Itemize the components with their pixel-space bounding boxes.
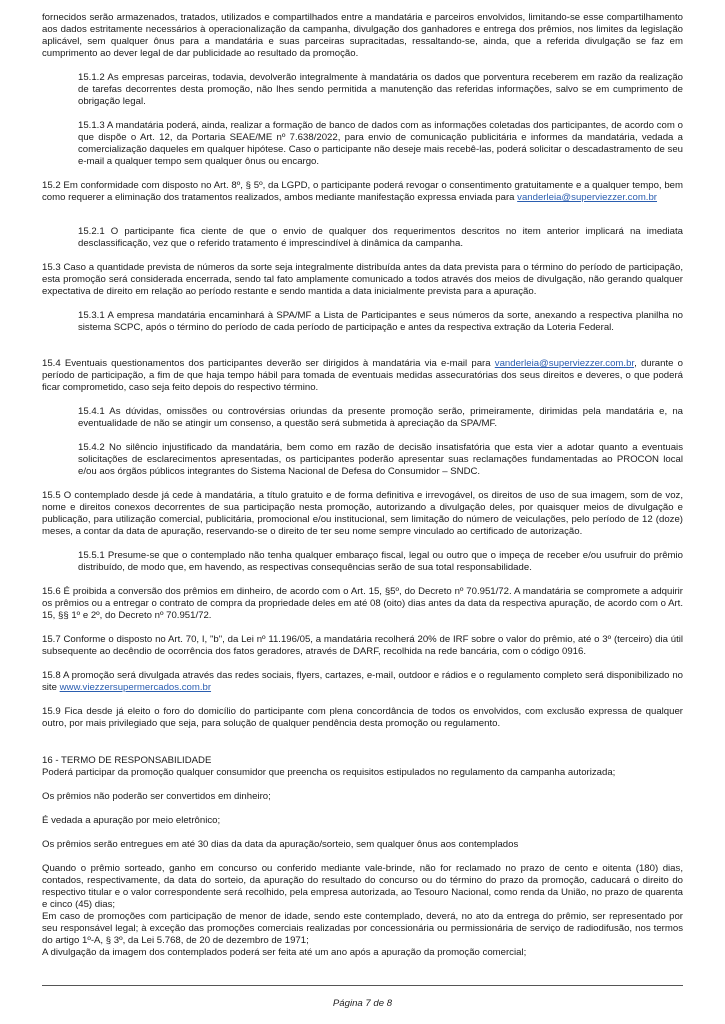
paragraph-15-2-1: 15.2.1 O participante fica ciente de que o envio de qualquer dos requerimentos descritos no item anterior implicará na imediata desclassificação, vez que o referido tratamento é imprescindível à dinâmica da campanha. [78, 226, 683, 249]
paragraph-15-5-1: 15.5.1 Presume-se que o contemplado não tenha qualquer embaraço fiscal, legal ou outro que o impeça de receber e/ou usufruir do prêmio distribuído, de modo que, em havendo, as respectivas consequências serão de sua total responsabilidade. [78, 550, 683, 573]
paragraph-15-4-1: 15.4.1 As dúvidas, omissões ou controvérsias oriundas da presente promoção serão, primeiramente, dirimidas pela mandatária e, na eventualidade de não se atingir um consenso, a questão será submetida à apreciação da SPA/MF. [78, 406, 683, 429]
term-item: Os prêmios serão entregues em até 30 dias da data da apuração/sorteio, sem qualquer ônus aos contemplados [42, 839, 519, 850]
paragraph-15-6: 15.6 É proibida a conversão dos prêmios em dinheiro, de acordo com o Art. 15, §5º, do Decreto nº 70.951/72. A mandatária se compromete a adquirir os prêmios ou a entregar o contrato de compra da propriedade deles em até 08 (oito) dias antes da data da respectiva apuração, de acordo com o Art. 15, §§ 1º e 2º, do Decreto nº 70.951/72. [42, 586, 683, 621]
paragraph-data-sharing: fornecidos serão armazenados, tratados, utilizados e compartilhados entre a mandatária e parceiros envolvidos, limitando-se esse compartilhamento aos dados estritamente necessários à operacionalização da campanha, divulgação dos ganhadores e entrega dos prêmios, nos limites da legislação aplicável, sem qualquer ônus para a mandatária e suas parceiras supracitadas, ressaltando-se, ainda, que a referida divulgação se faz em cumprimento ao dever legal de dar publicidade ao resultado da promoção. [42, 12, 683, 59]
paragraph-15-7: 15.7 Conforme o disposto no Art. 70, I, "b", da Lei nº 11.196/05, a mandatária recolherá 20% de IRF sobre o valor do prêmio, até o 3º (terceiro) dia útil subsequente ao decêndio de ocorrência dos fatos geradores, através de DARF, recolhida na rede bancária, com o código 0916. [42, 634, 683, 657]
paragraph-15-3: 15.3 Caso a quantidade prevista de números da sorte seja integralmente distribuída antes da data prevista para o término do período de participação, esta promoção será considerada encerrada, sendo tal fato amplamente comunicado a todos através dos meios de divulgação, não gerando qualquer expectativa de direito em relação ao período restante e sendo mantida a data inicialmente prevista para a apuração. [42, 262, 683, 297]
paragraph-15-4-rest: , durante o período de participação, a fim de que haja tempo hábil para tomada de eventuais medidas assecuratórias dos seus direitos e deveres, o que poderá ficar comprometido, caso seja feito depois do respectivo término. [42, 358, 683, 393]
term-item: Quando o prêmio sorteado, ganho em concurso ou conferido mediante vale-brinde, não for reclamado no prazo de cento e oitenta (180) dias, contados, respectivamente, da data do sorteio, da apuração do resultado do concurso ou do término do prazo da promoção, caducará o direito do respectivo titular e o valor correspondente será recolhido, pela empresa autorizada, ao Tesouro Nacional, como renda da União, no prazo de quarenta e cinco (45) dias; [42, 863, 683, 910]
paragraph-15-8 [42, 670, 683, 694]
paragraph-15-4 [42, 358, 683, 394]
paragraph-15-4-text: 15.4 Eventuais questionamentos dos participantes deverão ser dirigidos à mandatária via e-mail para [42, 358, 491, 369]
footer-divider [42, 985, 683, 986]
website-link[interactable]: www.viezzersupermercados.com.br [59, 682, 212, 693]
paragraph-15-5: 15.5 O contemplado desde já cede à mandatária, a título gratuito e de forma definitiva e irrevogável, os direitos de uso de sua imagem, som de voz, nome e direitos conexos decorrentes de sua participação nesta promoção, autorizando a divulgação deles, por quaisquer meios de divulgação e publicação, para utilização comercial, publicitária, promocional e/ou institucional, sem limitação do número de veiculações, pelo período de 12 (doze) meses, a contar da data de apuração, reservando-se o direito de ter seu nome sempre vinculado ao certificado de autorização. [42, 490, 683, 537]
term-item: Em caso de promoções com participação de menor de idade, sendo este contemplado, deverá, no ato da entrega do prêmio, ser representado por seu responsável legal; à exceção das promoções comerciais realizadas por concessionária ou permissionária de serviço de radiodifusão, nos termos do artigo 1º-A, § 3º, da Lei 5.768, de 20 de dezembro de 1971; [42, 911, 683, 946]
section-heading-16: 16 - TERMO DE RESPONSABILIDADE [42, 755, 212, 766]
term-item: É vedada a apuração por meio eletrônico; [42, 815, 221, 826]
paragraph-15-4-2: 15.4.2 No silêncio injustificado da mandatária, bem como em razão de decisão insatisfatória que esta vier a adotar quanto a eventuais solicitações de esclarecimentos apresentadas, os participantes poderão apresentar suas reclamações fundamentadas ao PROCON local e/ou aos órgãos públicos integrantes do Sistema Nacional de Defesa do Consumidor – SNDC. [78, 442, 683, 477]
paragraph-15-3-1: 15.3.1 A empresa mandatária encaminhará à SPA/MF a Lista de Participantes e seus números da sorte, anexando a respectiva planilha no sistema SCPC, após o término do período de cada período de participação e antes da respectiva extração da Loteria Federal. [78, 310, 683, 333]
term-item: A divulgação da imagem dos contemplados poderá ser feita até um ano após a apuração da promoção comercial; [42, 947, 527, 958]
email-link[interactable]: vanderleia@superviezzer.com.br [517, 192, 658, 203]
term-item: Os prêmios não poderão ser convertidos em dinheiro; [42, 791, 271, 802]
term-item: Poderá participar da promoção qualquer consumidor que preencha os requisitos estipulados no regulamento da campanha autorizada; [42, 767, 616, 778]
page-number: Página 7 de 8 [332, 998, 393, 1009]
paragraph-15-9: 15.9 Fica desde já eleito o foro do domicílio do participante com plena concordância de todos os envolvidos, com exclusão expressa de qualquer outro, por mais privilegiado que seja, para solução de qualquer pendência desta promoção ou regulamento. [42, 706, 683, 729]
paragraph-15-1-3: 15.1.3 A mandatária poderá, ainda, realizar a formação de banco de dados com as informações coletadas dos participantes, de acordo com o que dispõe o Art. 12, da Portaria SEAE/ME nº 7.638/2022, para envio de comunicação publicitária e informes da mandatária, vedada a comercialização daqueles em qualquer hipótese. Caso o participante não deseje mais recebê-las, poderá solicitar o descadastramento de seu e-mail a qualquer tempo sem qualquer ônus ou encargo. [78, 120, 683, 167]
paragraph-15-2-text: 15.2 Em conformidade com disposto no Art. 8º, § 5º, da LGPD, o participante poderá revogar o consentimento gratuitamente e a qualquer tempo, bem como requerer a eliminação dos tratamentos realizados, ambos mediante manifestação expressa enviada para [42, 180, 683, 203]
paragraph-15-8-text: 15.8 A promoção será divulgada através das redes sociais, flyers, cartazes, e-mail, outdoor e rádios e o regulamento completo será disponibilizado no site [42, 670, 683, 693]
paragraph-15-1-2: 15.1.2 As empresas parceiras, todavia, devolverão integralmente à mandatária os dados que porventura receberem em razão da realização de tarefas decorrentes desta promoção, não lhes sendo permitida a manutenção das referidas informações, salvo se em cumprimento de obrigação legal. [78, 72, 683, 107]
email-link[interactable]: vanderleia@superviezzer.com.br [494, 358, 635, 369]
paragraph-15-2 [42, 180, 683, 204]
